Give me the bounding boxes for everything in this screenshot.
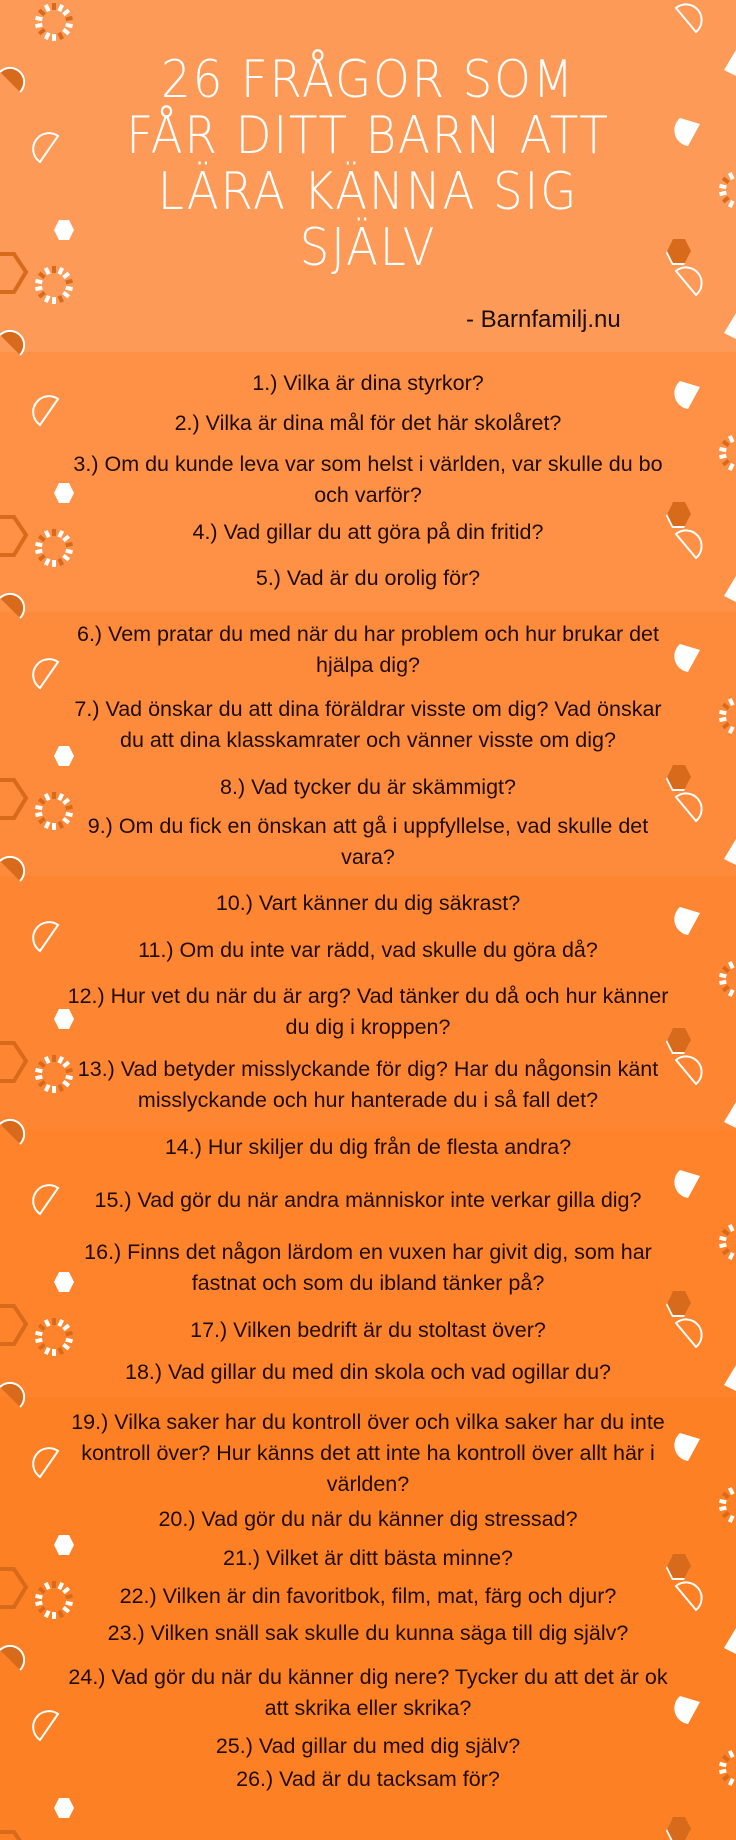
question-item: 18.) Vad gillar du med din skola och vad ogillar du? (124, 1360, 612, 1384)
question-item: 17.) Vilken bedrift är du stoltast över? (190, 1318, 546, 1342)
source-credit: - Barnfamilj.nu (466, 306, 621, 333)
wedge-icon (678, 1168, 706, 1200)
question-item: 12.) Hur vet du när du är arg? Vad tänker du då och hur känner du dig i kroppen? (67, 984, 669, 1039)
question-item: 8.) Vad tycker du är skämmigt? (220, 775, 516, 799)
question-item: 10.) Vart känner du dig säkrast? (215, 891, 521, 915)
question-item: 7.) Vad önskar du att dina föräldrar visste om dig? Vad önskar du att dina klasskamrater och vänner visste om dig? (74, 697, 662, 752)
wedge-icon (722, 839, 736, 865)
sun-burst-icon (716, 431, 736, 475)
half-circle-icon (0, 857, 26, 887)
question-item: 3.) Om du kunde leva var som helst i världen, var skulle du bo och varför? (73, 452, 663, 507)
hexagon-outline-icon (0, 1302, 30, 1350)
hexagon-icon (664, 1814, 694, 1840)
sun-burst-icon (716, 1746, 736, 1790)
wedge-icon (722, 1365, 736, 1391)
wedge-icon (678, 1431, 706, 1463)
question-item: 4.) Vad gillar du att göra på din fritid? (192, 520, 544, 544)
title-line: SJÄLV (299, 218, 437, 278)
half-circle-outline-icon (672, 1582, 702, 1616)
wedge-icon (678, 905, 706, 937)
hexagon-outline-icon (0, 776, 30, 824)
half-circle-icon (0, 1383, 26, 1413)
hexagon-icon (52, 1796, 76, 1820)
hexagon-outline-icon (0, 1565, 30, 1613)
half-circle-icon (0, 331, 26, 361)
half-circle-icon (0, 68, 26, 98)
question-item: 21.) Vilket är ditt bästa minne? (222, 1546, 513, 1570)
question-item: 16.) Finns det någon lärdom en vuxen har givit dig, som har fastnat och som du ibland tänker på? (84, 1240, 652, 1295)
question-item: 20.) Vad gör du när du känner dig stressad? (158, 1507, 578, 1531)
half-circle-icon (0, 594, 26, 624)
hexagon-outline-icon (0, 250, 30, 298)
question-item: 14.) Hur skiljer du dig från de flesta andra? (164, 1135, 572, 1159)
hexagon-outline-icon (0, 513, 30, 561)
half-circle-outline-icon (672, 530, 702, 564)
page-title (37, 52, 699, 276)
question-item: 13.) Vad betyder misslyckande för dig? Har du någonsin känt misslyckande och hur hanterade du i så fall det? (77, 1057, 659, 1112)
sun-burst-icon (716, 694, 736, 738)
question-item: 19.) Vilka saker har du kontroll över och vilka saker har du inte kontroll över? Hur känns det att inte ha kontroll över allt här i världen? (71, 1410, 665, 1496)
question-item: 22.) Vilken är din favoritbok, film, mat, färg och djur? (119, 1584, 617, 1608)
question-item: 5.) Vad är du orolig för? (255, 566, 481, 590)
title-line: 26 FRÅGOR SOM (161, 50, 575, 110)
title-line: FÅR DITT BARN ATT (126, 106, 610, 166)
sun-burst-icon (32, 0, 76, 44)
hexagon-outline-icon (0, 1039, 30, 1087)
hexagon-outline-icon (0, 1828, 30, 1840)
half-circle-outline-icon (672, 1056, 702, 1090)
half-circle-icon (0, 1120, 26, 1150)
question-item: 23.) Vilken snäll sak skulle du kunna säga till dig själv? (107, 1621, 629, 1645)
wedge-icon (722, 576, 736, 602)
wedge-icon (722, 1102, 736, 1128)
question-item: 6.) Vem pratar du med när du har problem och hur brukar det hjälpa dig? (76, 622, 659, 677)
sun-burst-icon (716, 1220, 736, 1264)
wedge-icon (678, 379, 706, 411)
wedge-icon (722, 313, 736, 339)
question-item: 25.) Vad gillar du med dig själv? (215, 1734, 521, 1758)
wedge-icon (678, 1694, 706, 1726)
half-circle-outline-icon (672, 1319, 702, 1353)
half-circle-outline-icon (672, 793, 702, 827)
wedge-icon (722, 50, 736, 76)
sun-burst-icon (716, 957, 736, 1001)
wedge-icon (678, 642, 706, 674)
half-circle-icon (0, 1646, 26, 1676)
half-circle-outline-icon (672, 4, 702, 38)
wedge-icon (722, 1628, 736, 1654)
question-item: 24.) Vad gör du när du känner dig nere? Tycker du att det är ok att skrika eller skrika? (68, 1665, 668, 1720)
question-item: 9.) Om du fick en önskan att gå i uppfyllelse, vad skulle det vara? (87, 814, 649, 869)
question-item: 15.) Vad gör du när andra människor inte verkar gilla dig? (94, 1188, 642, 1212)
question-item: 11.) Om du inte var rädd, vad skulle du göra då? (138, 938, 598, 962)
question-item: 1.) Vilka är dina styrkor? (252, 371, 484, 395)
question-item: 26.) Vad är du tacksam för? (236, 1767, 500, 1791)
sun-burst-icon (716, 1483, 736, 1527)
sun-burst-icon (716, 168, 736, 212)
title-line: LÄRA KÄNNA SIG (157, 162, 579, 222)
question-item: 2.) Vilka är dina mål för det här skolåret? (174, 411, 562, 435)
